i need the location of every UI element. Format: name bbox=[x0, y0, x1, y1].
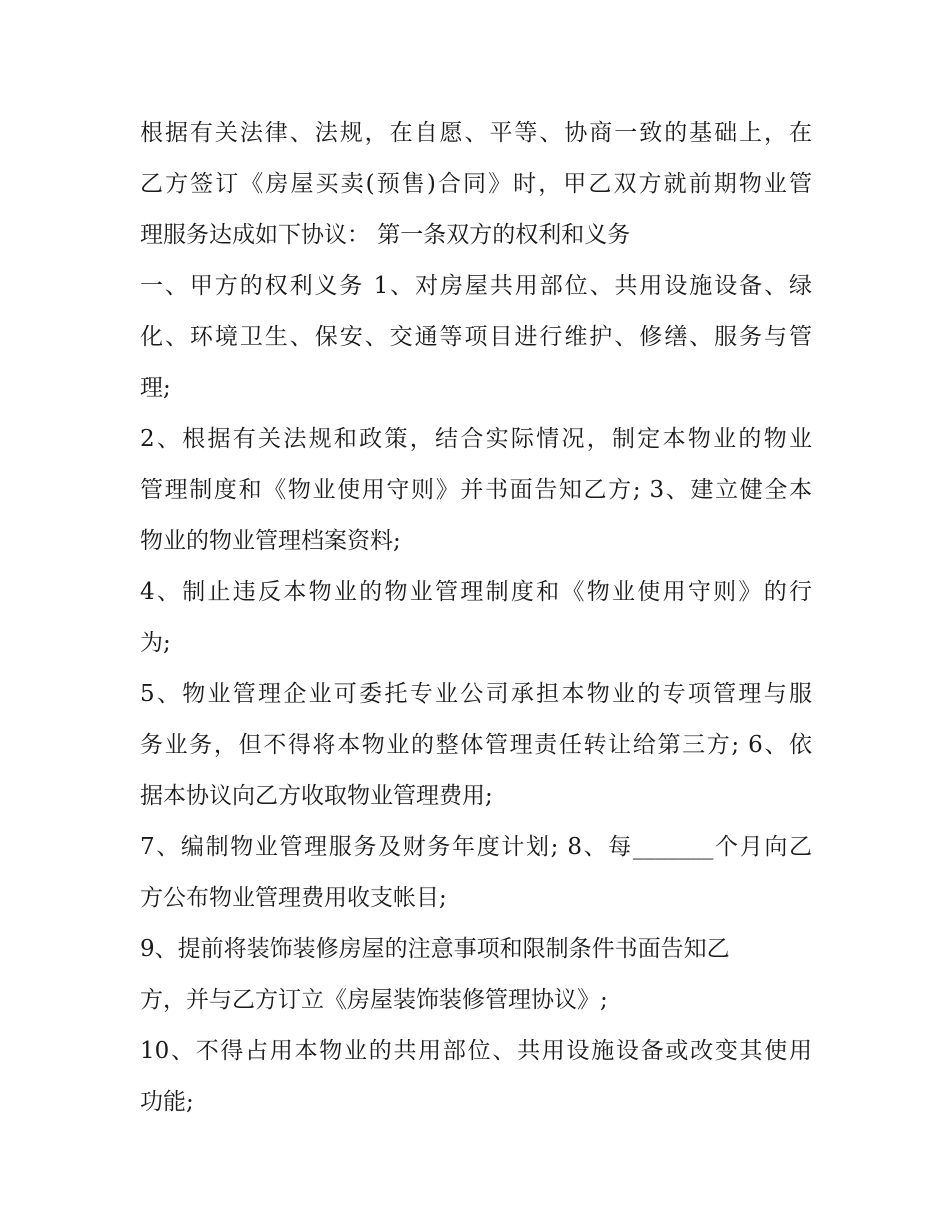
text-line: 方，并与乙方订立《房屋装饰装修管理协议》; bbox=[140, 987, 608, 1013]
text-line: 乙方签订《房屋买卖(预售)合同》时，甲乙双方就前期物业管 bbox=[140, 171, 812, 197]
text-line: 务业务，但不得将本物业的整体管理责任转让给第三方; 6、依 bbox=[140, 732, 812, 758]
agreement-body bbox=[140, 108, 812, 1128]
text-line: 4、制止违反本物业的物业管理制度和《物业使用守则》的行 bbox=[140, 579, 812, 605]
text-line: 10、不得占用本物业的共用部位、共用设施设备或改变其使用 bbox=[140, 1038, 812, 1064]
text-line: 功能; bbox=[140, 1089, 194, 1115]
text-line: 物业的物业管理档案资料; bbox=[140, 528, 401, 554]
text-line: 理服务达成如下协议： 第一条双方的权利和义务 bbox=[140, 222, 631, 248]
text-line: 管理制度和《物业使用守则》并书面告知乙方; 3、建立健全本 bbox=[140, 477, 812, 503]
text-line: 根据有关法律、法规，在自愿、平等、协商一致的基础上，在 bbox=[140, 120, 812, 146]
text-line: 为; bbox=[140, 630, 171, 656]
text-line: 2、根据有关法规和政策，结合实际情况，制定本物业的物业 bbox=[140, 426, 812, 452]
text-line: 一、甲方的权利义务 1、对房屋共用部位、共用设施设备、绿 bbox=[140, 273, 812, 299]
text-line: 7、编制物业管理服务及财务年度计划; 8、每_______个月向乙 bbox=[140, 834, 812, 860]
text-line: 理; bbox=[140, 375, 171, 401]
text-line: 化、环境卫生、保安、交通等项目进行维护、修缮、服务与管 bbox=[140, 324, 812, 350]
text-line: 5、物业管理企业可委托专业公司承担本物业的专项管理与服 bbox=[140, 681, 812, 707]
text-line: 9、提前将装饰装修房屋的注意事项和限制条件书面告知乙 bbox=[140, 936, 730, 962]
text-line: 方公布物业管理费用收支帐目; bbox=[140, 885, 447, 911]
text-line: 据本协议向乙方收取物业管理费用; bbox=[140, 783, 493, 809]
